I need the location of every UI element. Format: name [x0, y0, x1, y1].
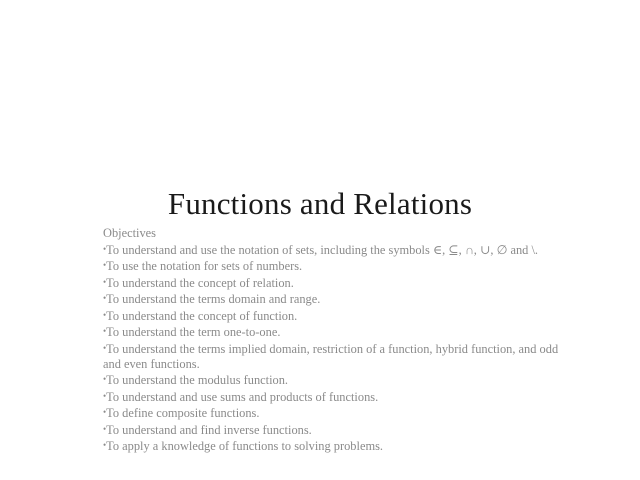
slide-title: Functions and Relations: [167, 186, 473, 221]
bullet-icon: •: [103, 260, 107, 270]
objective-text: To understand and use the notation of sets, including the symbols ∈, ⊆, ∩, ∪, ∅ and \.: [106, 242, 538, 257]
objective-item: [103, 422, 563, 438]
bullet-icon: •: [103, 374, 107, 384]
bullet-icon: •: [103, 407, 107, 417]
objective-item: [103, 341, 563, 372]
objective-text: To understand the term one-to-one.: [106, 325, 281, 339]
objective-item: [103, 242, 563, 258]
objective-text: To understand and use sums and products of functions.: [106, 389, 379, 404]
objective-text: To use the notation for sets of numbers.: [106, 259, 303, 273]
bullet-icon: •: [103, 440, 107, 450]
objective-item: [103, 324, 563, 340]
objective-item: [103, 308, 563, 324]
bullet-icon: •: [103, 342, 107, 353]
bullet-icon: •: [103, 423, 107, 434]
bullet-icon: •: [103, 390, 107, 401]
objective-text: To understand the terms implied domain, restriction of a function, hybrid function, and odd and even functions.: [103, 341, 559, 371]
objective-text: To understand the concept of function.: [106, 308, 298, 323]
bullet-icon: •: [103, 276, 107, 287]
objective-text: To apply a knowledge of functions to solving problems.: [106, 439, 384, 453]
objectives-heading: Objectives: [103, 226, 156, 240]
bullet-icon: •: [103, 243, 107, 254]
bullet-icon: •: [103, 326, 107, 336]
bullet-icon: •: [103, 293, 107, 303]
objective-text: To understand the concept of relation.: [106, 275, 294, 290]
objective-text: To understand and find inverse functions.: [106, 422, 312, 437]
objective-item: [103, 275, 563, 291]
objective-item: [103, 438, 563, 454]
objective-item: [103, 258, 563, 274]
slide-body: [103, 226, 563, 455]
objective-item: [103, 389, 563, 405]
objective-text: To understand the modulus function.: [106, 373, 289, 387]
bullet-icon: •: [103, 309, 107, 320]
objective-text: To understand the terms domain and range.: [106, 292, 321, 306]
objectives-list: [103, 242, 563, 455]
objective-item: [103, 291, 563, 307]
objective-text: To define composite functions.: [106, 406, 260, 420]
objective-item: [103, 405, 563, 421]
objective-item: [103, 372, 563, 388]
